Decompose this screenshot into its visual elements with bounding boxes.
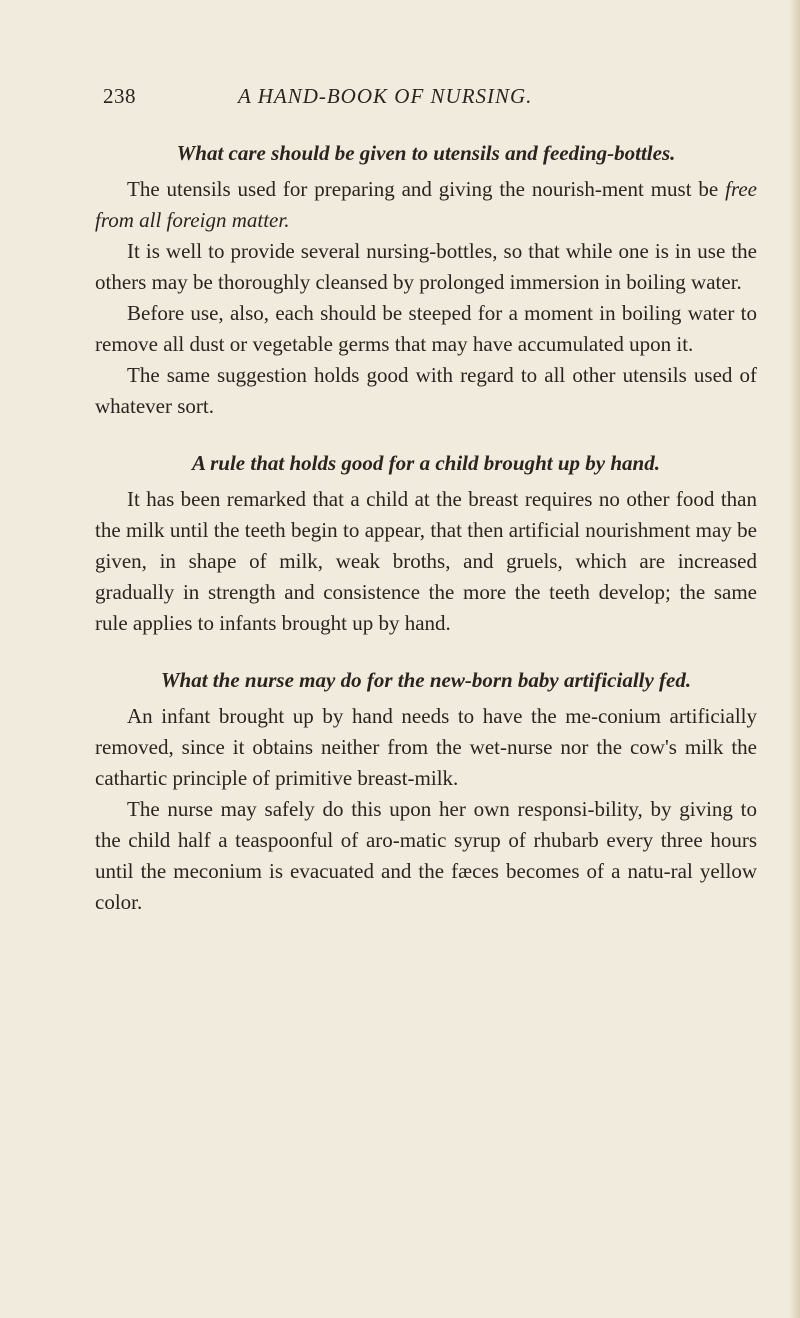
paragraph: Before use, also, each should be steeped for a moment in boiling water to remove all dust or vegetable germs that may have accumulated upon it. — [95, 301, 757, 356]
section-heading: What the nurse may do for the new-born baby artificially fed. — [160, 668, 692, 692]
paragraph — [95, 174, 757, 236]
running-head — [95, 84, 757, 124]
section-rule — [95, 484, 757, 639]
section-utensils — [95, 174, 757, 422]
section-heading: A rule that holds good for a child brought up by hand. — [192, 451, 660, 475]
section-newborn — [95, 701, 757, 918]
paragraph: An infant brought up by hand needs to have the me-conium artificially removed, since it obtains neither from the wet-nurse nor the cow's milk the cathartic principle of primitive breast-milk. — [95, 704, 757, 790]
book-page — [95, 84, 757, 918]
paragraph: The same suggestion holds good with regard to all other utensils used of whatever sort. — [95, 363, 757, 418]
paragraph: It is well to provide several nursing-bottles, so that while one is in use the others may be thoroughly cleansed by prolonged immersion in boiling water. — [95, 239, 757, 294]
running-title: A HAND-BOOK OF NURSING. — [238, 84, 533, 108]
section-heading: What care should be given to utensils and feeding-bottles. — [176, 141, 676, 165]
paragraph-text: The utensils used for preparing and giving the nourish-ment must be — [127, 177, 726, 201]
paragraph: The nurse may safely do this upon her own responsi-bility, by giving to the child half a teaspoonful of aro-matic syrup of rhubarb every three hours until the meconium is evacuated and the fæces becomes of a natu-ral yellow color. — [95, 797, 757, 914]
page-edge — [790, 0, 800, 1318]
page-number: 238 — [103, 84, 136, 108]
paragraph: It has been remarked that a child at the breast requires no other food than the milk until the teeth begin to appear, that then artificial nourishment may be given, in shape of milk, weak broths, and gruels, which are increased gradually in strength and consistence the more the teeth develop; the same rule applies to infants brought up by hand. — [95, 487, 757, 635]
emphasized-text: free from all foreign matter. — [95, 177, 757, 232]
